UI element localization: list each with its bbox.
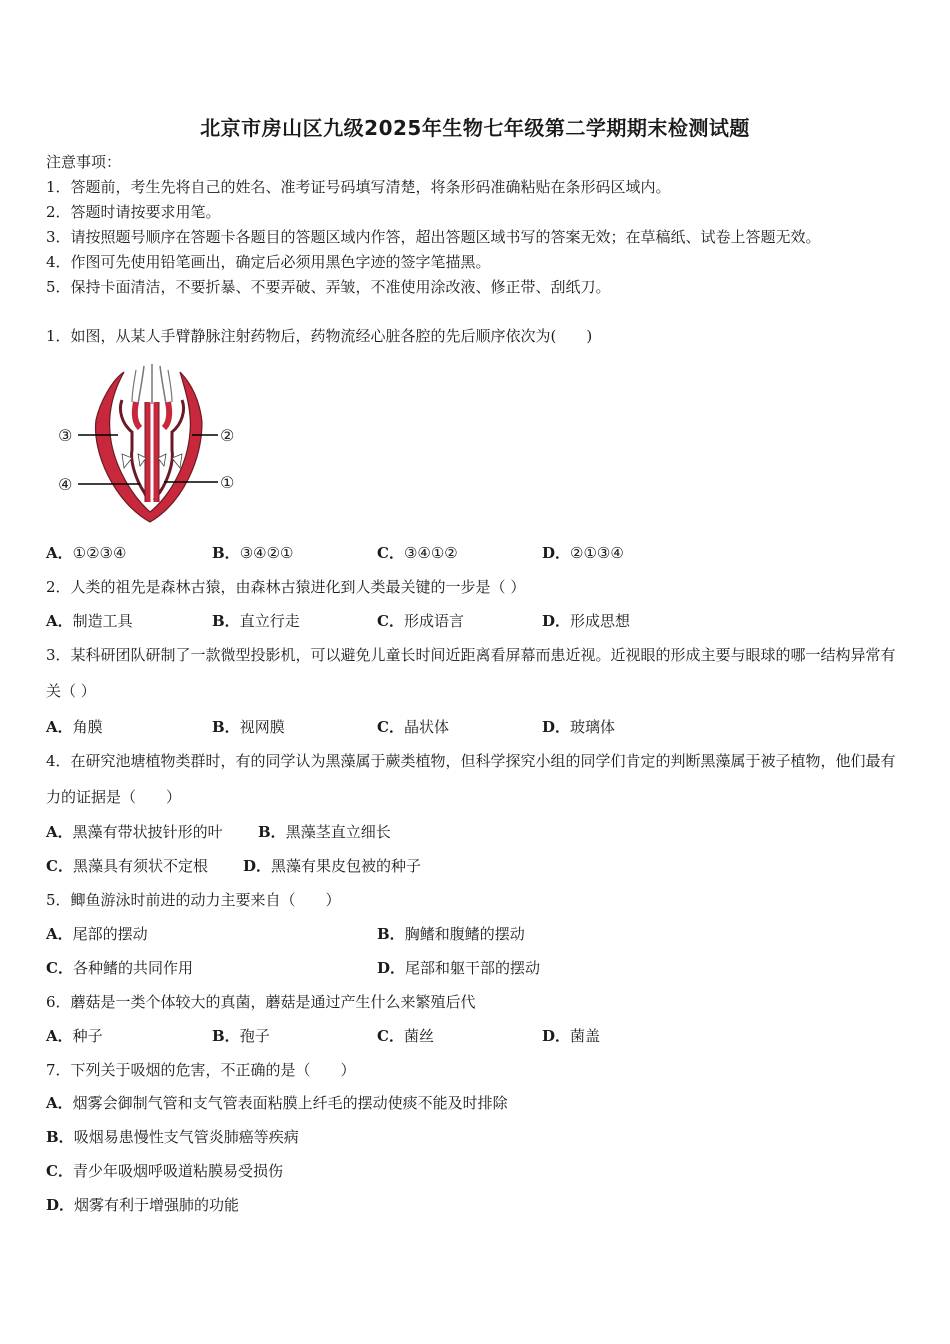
option-2d: D．形成思想 <box>542 612 631 630</box>
notice-item: 3．请按照题号顺序在答题卡各题目的答题区域内作答，超出答题区域书写的答案无效；在草稿纸、试卷上答题无效。 <box>46 228 821 246</box>
label-1: ① <box>220 473 235 492</box>
option-3c: C．晶状体 <box>377 718 449 736</box>
question-3-stem: 3．某科研团队研制了一款微型投影机，可以避免儿童长时间近距离看屏幕而患近视。近视眼的形成主要与眼球的哪一结构异常有关（ ） <box>46 646 896 700</box>
question-7-stem: 7．下列关于吸烟的危害，不正确的是（ ） <box>46 1061 356 1079</box>
option-4b: B．黑藻茎直立细长 <box>258 823 391 841</box>
notice-item: 4．作图可先使用铅笔画出，确定后必须用黑色字迹的签字笔描黑。 <box>46 253 491 271</box>
option-6c: C．菌丝 <box>377 1027 434 1045</box>
label-4: ④ <box>58 475 73 494</box>
option-2a: A．制造工具 <box>46 612 133 630</box>
option-1c: C．③④①② <box>377 544 458 562</box>
option-4c: C．黑藻具有须状不定根 <box>46 857 208 875</box>
option-7c: C．青少年吸烟呼吸道粘膜易受损伤 <box>46 1162 283 1180</box>
option-5a: A．尾部的摆动 <box>46 925 148 943</box>
option-2b: B．直立行走 <box>212 612 300 630</box>
option-6a: A．种子 <box>46 1027 103 1045</box>
notice-item: 5．保持卡面清洁，不要折暴、不要弄破、弄皱，不准使用涂改液、修正带、刮纸刀。 <box>46 278 611 296</box>
question-2-stem: 2．人类的祖先是森林古猿，由森林古猿进化到人类最关键的一步是（ ） <box>46 578 526 596</box>
notice-item: 1．答题前，考生先将自己的姓名、准考证号码填写清楚，将条形码准确粘贴在条形码区域内。 <box>46 178 671 196</box>
notice-heading: 注意事项： <box>46 153 122 171</box>
label-2: ② <box>220 426 235 445</box>
option-1a: A．①②③④ <box>46 544 127 562</box>
option-5c: C．各种鳍的共同作用 <box>46 959 193 977</box>
page-title: 北京市房山区九级2025年生物七年级第二学期期末检测试题 <box>200 116 750 140</box>
notice-item: 2．答题时请按要求用笔。 <box>46 203 221 221</box>
question-6-stem: 6．蘑菇是一类个体较大的真菌，蘑菇是通过产生什么来繁殖后代 <box>46 993 476 1011</box>
option-7b: B．吸烟易患慢性支气管炎肺癌等疾病 <box>46 1128 299 1146</box>
option-6b: B．孢子 <box>212 1027 270 1045</box>
question-4-stem: 4．在研究池塘植物类群时，有的同学认为黑藻属于蕨类植物，但科学探究小组的同学们肯定的判断黑藻属于被子植物，他们最有力的证据是（ ） <box>46 752 896 806</box>
label-3: ③ <box>58 426 73 445</box>
option-1b: B．③④②① <box>212 544 294 562</box>
option-7d: D．烟雾有利于增强肺的功能 <box>46 1196 240 1214</box>
option-4a: A．黑藻有带状披针形的叶 <box>46 823 223 841</box>
question-5-stem: 5．鲫鱼游泳时前进的动力主要来自（ ） <box>46 891 341 909</box>
option-3d: D．玻璃体 <box>542 718 616 736</box>
option-3a: A．角膜 <box>46 718 103 736</box>
heart-diagram <box>52 362 248 530</box>
option-7a: A．烟雾会御制气管和支气管表面粘膜上纤毛的摆动使痰不能及时排除 <box>46 1094 508 1112</box>
option-3b: B．视网膜 <box>212 718 285 736</box>
option-1d: D．②①③④ <box>542 544 624 562</box>
question-1-stem: 1．如图，从某人手臂静脉注射药物后，药物流经心脏各腔的先后顺序依次为( ) <box>46 327 593 345</box>
option-4d: D．黑藻有果皮包被的种子 <box>243 857 422 875</box>
option-6d: D．菌盖 <box>542 1027 601 1045</box>
option-5d: D．尾部和躯干部的摆动 <box>377 959 541 977</box>
option-2c: C．形成语言 <box>377 612 464 630</box>
option-5b: B．胸鳍和腹鳍的摆动 <box>377 925 525 943</box>
